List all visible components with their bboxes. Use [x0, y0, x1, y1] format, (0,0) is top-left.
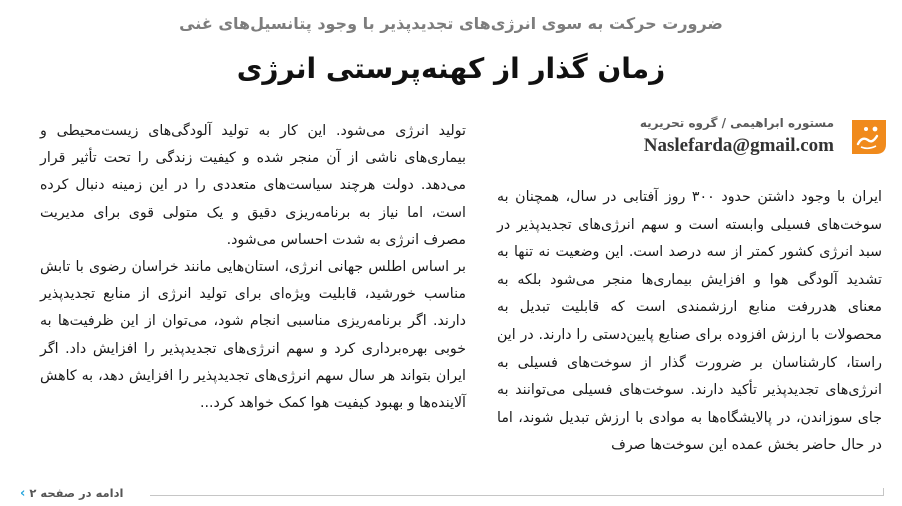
logo-icon [846, 114, 892, 160]
article-title: زمان گذار از کهنه‌پرستی انرژی [236, 52, 666, 85]
left-paragraph-1: تولید انرژی می‌شود. این کار به تولید آلودگی‌های زیست‌محیطی و بیماری‌های ناشی از آن منجر شده و کیفیت زندگی را تحت تأثیر قرار می‌دهد. دولت هرچند سیاست‌های متعددی را در این زمینه دنبال کرده است، اما نیاز به برنامه‌ریزی دقیق و یک متولی قوی برای مدیریت مصرف انرژی به شدت احساس می‌شود. [40, 123, 466, 248]
chevron-right-icon: › [20, 485, 26, 501]
footer-rule [150, 495, 884, 496]
continue-link[interactable] [20, 486, 123, 500]
page-footer [0, 486, 902, 506]
continue-label: ادامه در صفحه ۲ [29, 486, 124, 500]
article-subtitle: ضرورت حرکت به سوی انرژی‌های تجدیدپذیر با وجود پتانسیل‌های غنی [179, 14, 723, 33]
article-column-left [40, 118, 466, 417]
byline [500, 114, 892, 160]
left-paragraph-2: بر اساس اطلس جهانی انرژی، استان‌هایی مانند خراسان رضوی با تابش مناسب خورشید، قابلیت ویژه‌ای برای تولید انرژی از منابع تجدیدپذیر دارند. اگر برنامه‌ریزی مناسبی انجام شود، می‌توان از این ظرفیت‌ها به خوبی بهره‌برداری کرد و سهم انرژی‌های تجدیدپذیر را افزایش داد. اگر ایران بتواند هر سال سهم انرژی‌های تجدیدپذیر را افزایش دهد، به کاهش آلاینده‌ها و بهبود کیفیت هوا کمک خواهد کرد... [40, 259, 466, 412]
article-column-right [497, 184, 882, 460]
publication-logo [846, 114, 892, 160]
footer-corner-mark [883, 488, 884, 496]
author-name: مستوره ابراهیمی / گروه تحریریه [639, 116, 834, 130]
right-paragraph-1: ایران با وجود داشتن حدود ۳۰۰ روز آفتابی در سال، همچنان به سوخت‌های فسیلی وابسته است و سهم انرژی‌های تجدیدپذیر در سبد انرژی کشور کمتر از سه درصد است. این وضعیت نه تنها به تشدید آلودگی هوا و افزایش بیماری‌ها منجر می‌شود بلکه به معنای هدررفت منابع ارزشمندی است که قابلیت تبدیل به محصولات با ارزش افزوده برای صنایع پایین‌دستی را دارند. در این راستا، کارشناسان بر ضرورت گذار از سوخت‌های فسیلی به انرژی‌های تجدیدپذیر تأکید دارند. سوخت‌های فسیلی می‌توانند به جای سوزاندن، در پالایشگاه‌ها به موادی با ارزش تبدیل شوند، اما در حال حاضر بخش عمده این سوخت‌ها صرف [497, 189, 882, 454]
author-email: Naslefarda@gmail.com [643, 135, 834, 156]
